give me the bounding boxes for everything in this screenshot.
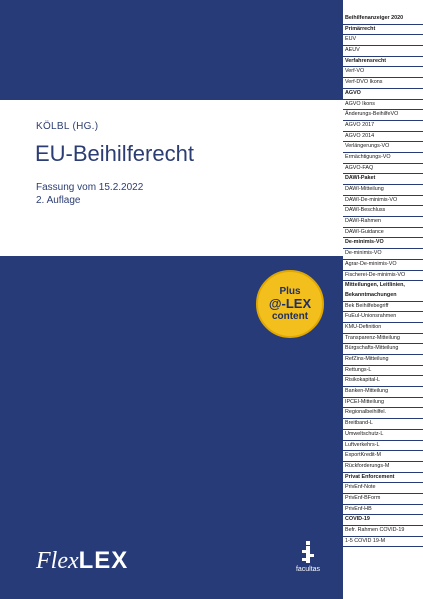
register-tab: AGVO-FAQ	[343, 164, 423, 175]
plus-lex-content-badge	[256, 270, 324, 338]
register-tab: Agrar-De-minimis-VO	[343, 260, 423, 271]
register-tab: Transparenz-Mitteilung	[343, 334, 423, 345]
register-tab: DAWI-Rahmen	[343, 217, 423, 228]
register-tab: AGVO 2017	[343, 121, 423, 132]
register-tab: PrivEnf-HB	[343, 505, 423, 516]
register-tab: PrivEnf-BForm	[343, 494, 423, 505]
register-tab: Banken-Mitteilung	[343, 387, 423, 398]
publisher-logo	[286, 541, 330, 573]
register-tab: Umweltschutz-L	[343, 430, 423, 441]
facultas-logo-icon	[300, 541, 316, 563]
register-tab: Ermächtigungs-VO	[343, 153, 423, 164]
register-tab: De-minimis-VO	[343, 249, 423, 260]
register-tab: AGVO	[343, 89, 423, 100]
register-tab: DAWI-Mitteilung	[343, 185, 423, 196]
publisher-name: facultas	[295, 566, 321, 573]
register-tab: Primärrecht	[343, 25, 423, 36]
register-tab: FuEuI-Unionsrahmen	[343, 312, 423, 323]
register-tab: Befr. Rahmen COVID-19	[343, 526, 423, 537]
register-tab: Privat Enforcement	[343, 473, 423, 484]
register-tab: PrivEnf-Note	[343, 483, 423, 494]
flexlex-logo	[36, 547, 128, 575]
register-tab: AEUV	[343, 46, 423, 57]
register-tab: DAWI-Beschluss	[343, 206, 423, 217]
flexlex-logo-flex: Flex	[36, 548, 79, 574]
register-tab: Änderungs-BeihilfeVO	[343, 110, 423, 121]
editor-line: KÖLBL (HG.)	[36, 121, 99, 132]
register-tab: Verlängerungs-VO	[343, 142, 423, 153]
register-tab: Breitband-L	[343, 419, 423, 430]
edition-date: Fassung vom 15.2.2022	[36, 182, 144, 193]
register-tab: DAWI-Guidance	[343, 228, 423, 239]
register-tab: Risikokapital-L	[343, 376, 423, 387]
register-tab: 1-5 COVID 19-M	[343, 537, 423, 548]
edition-number: 2. Auflage	[36, 195, 81, 206]
flexlex-logo-lex: LEX	[78, 547, 129, 574]
register-tab: COVID-19	[343, 515, 423, 526]
register-tab: DAWI-Paket	[343, 174, 423, 185]
register-tab: RefZins-Mitteilung	[343, 355, 423, 366]
register-tab: Verf-VO	[343, 67, 423, 78]
register-tab: AGVO Ikons	[343, 100, 423, 111]
register-tab: DAWI-De-minimis-VO	[343, 196, 423, 207]
cover-top-band	[0, 0, 343, 100]
register-tab: IPCEI-Mitteilung	[343, 398, 423, 409]
badge-line-plus: Plus	[279, 286, 301, 297]
register-tab: ExportKredit-M	[343, 451, 423, 462]
register-tab: AGVO 2014	[343, 132, 423, 143]
register-tab: Rettungs-L	[343, 366, 423, 377]
register-tab: EUV	[343, 35, 423, 46]
register-tab: Mitteilungen, Leitlinien, Bekanntmachungen	[343, 281, 423, 301]
register-tab: Beihilfenanzeiger 2020	[343, 14, 423, 25]
register-tab: Bürgschafts-Mitteilung	[343, 344, 423, 355]
badge-line-content: content	[271, 311, 309, 322]
badge-line-lex: @-LEX	[268, 296, 312, 311]
register-tab: Luftverkehrs-L	[343, 441, 423, 452]
edition-info	[36, 181, 143, 207]
register-tab: Bek Beihilfebegriff	[343, 302, 423, 313]
book-title: EU-Beihilferecht	[35, 141, 194, 166]
register-tab: KMU-Definition	[343, 323, 423, 334]
register-tab: Rückforderungs-M	[343, 462, 423, 473]
register-tab: Fischerei-De-minimis-VO	[343, 271, 423, 282]
register-tab: Verf-DVO Ikons	[343, 78, 423, 89]
register-tab: Verfahrensrecht	[343, 57, 423, 68]
register-tabs	[343, 14, 423, 547]
register-tab: Regionalbeihilfel.	[343, 408, 423, 419]
register-tab: De-minimis-VO	[343, 238, 423, 249]
